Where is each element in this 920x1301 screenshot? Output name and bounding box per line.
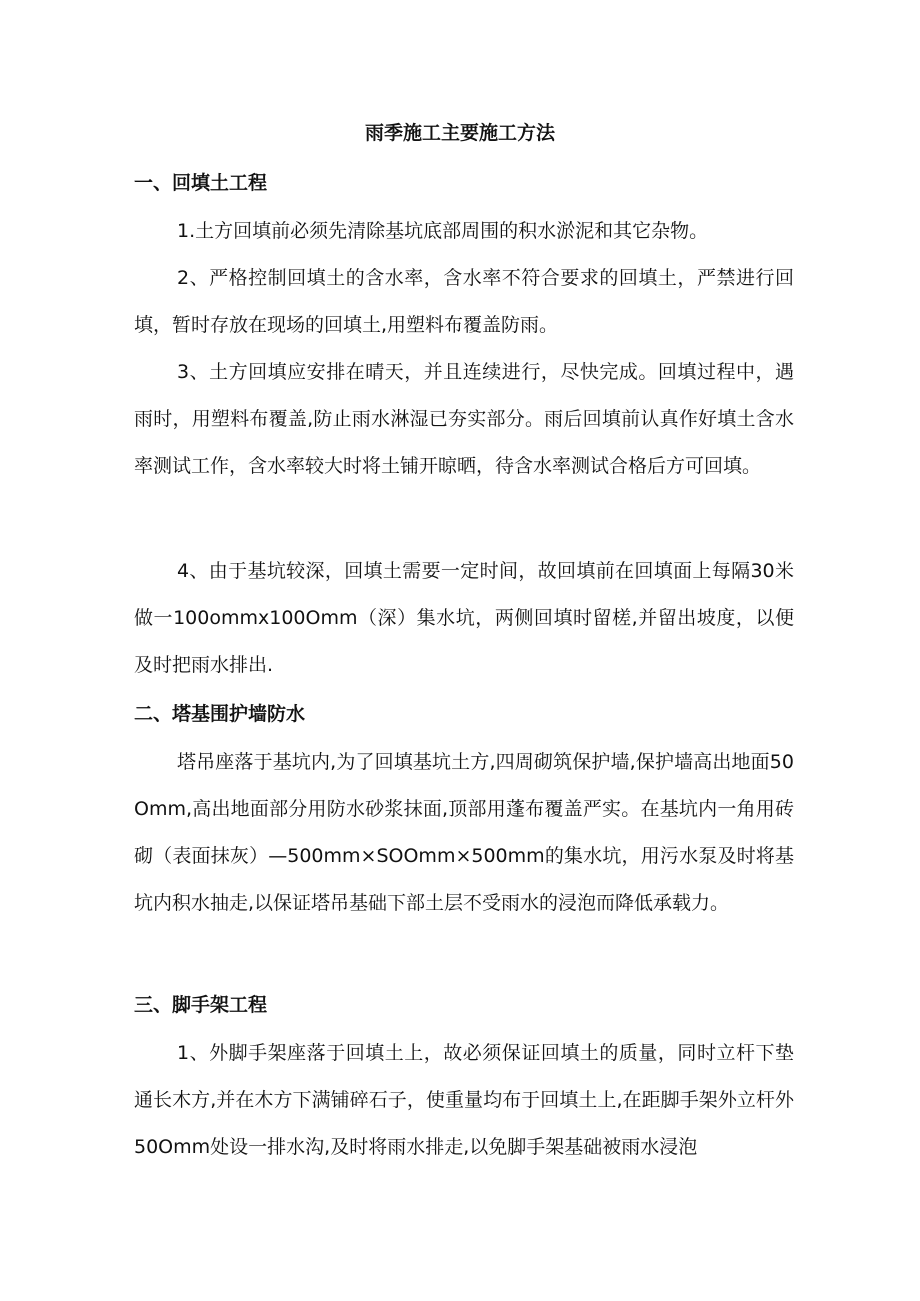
section-heading-scaffolding: 三、脚手架工程: [134, 994, 268, 1016]
paragraph: 1.土方回填前必须先清除基坑底部周围的积水淤泥和其它杂物。: [177, 220, 709, 242]
paragraph: 2、严格控制回填土的含水率，含水率不符合要求的回填土，严禁进行回填，暂时存放在现场的回填土,用塑料布覆盖防雨。: [134, 267, 794, 336]
paragraph: 4、由于基坑较深，回填土需要一定时间，故回填前在回填面上每隔30米做一100ommx100Omm（深）集水坑，两侧回填时留槎,并留出坡度，以便及时把雨水排出.: [134, 560, 794, 676]
document-title: 雨季施工主要施工方法: [364, 122, 555, 144]
paragraph: 3、土方回填应安排在晴天，并且连续进行，尽快完成。回填过程中，遇雨时，用塑料布覆盖,防止雨水淋湿已夯实部分。雨后回填前认真作好填土含水率测试工作，含水率较大时将土铺开晾晒，待含水率测试合格后方可回填。: [134, 361, 794, 477]
paragraph: 1、外脚手架座落于回填土上，故必须保证回填土的质量，同时立杆下垫通长木方,并在木方下满铺碎石子，使重量均布于回填土上,在距脚手架外立杆外50Omm处设一排水沟,及时将雨水排走,以免脚手架基础被雨水浸泡: [134, 1042, 794, 1158]
section-heading-backfill: 一、回填土工程: [134, 172, 268, 194]
paragraph: 塔吊座落于基坑内,为了回填基坑土方,四周砌筑保护墙,保护墙高出地面50Omm,高出地面部分用防水砂浆抹面,顶部用蓬布覆盖严实。在基坑内一角用砖砌（表面抹灰）—500mm×SOOmm×500mm的集水坑，用污水泵及时将基坑内积水抽走,以保证塔吊基础下部土层不受雨水的浸泡而降低承载力。: [134, 751, 794, 914]
section-heading-tower-base-wall: 二、塔基围护墙防水: [134, 703, 306, 725]
